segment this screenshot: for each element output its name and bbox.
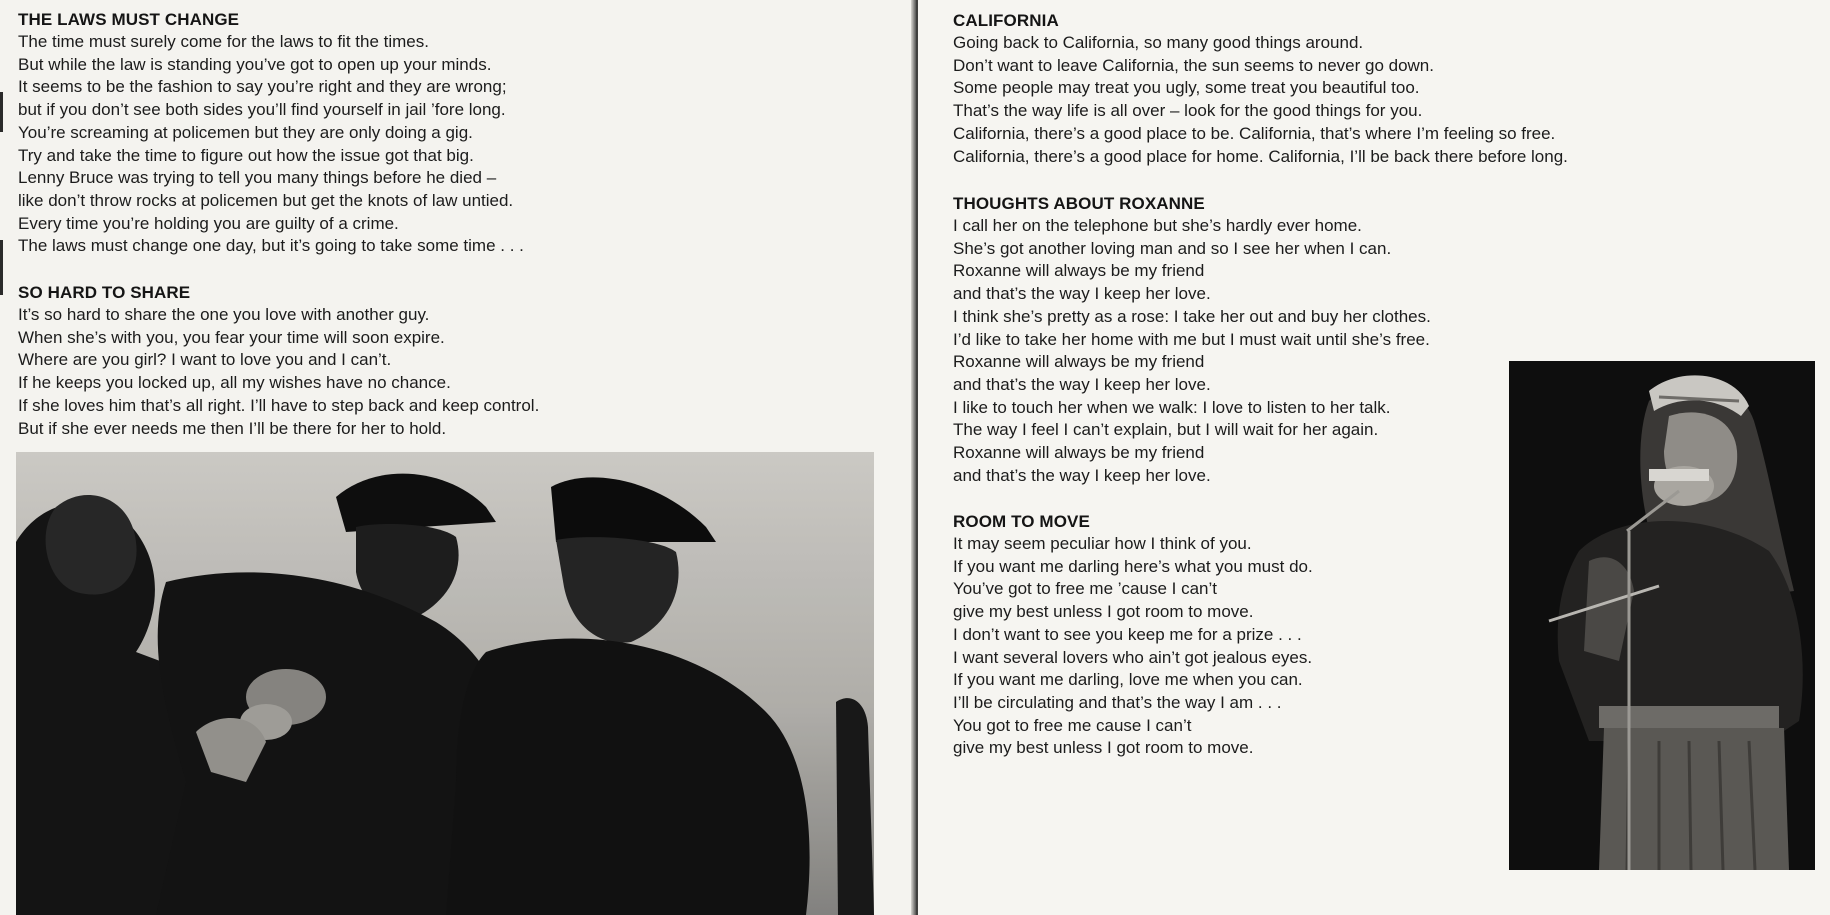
lyric-line: I don’t want to see you keep me for a prize . . . [953,624,1302,644]
lyric-line: You got to free me cause I can’t [953,715,1192,735]
section-title: SO HARD TO SHARE [18,283,191,302]
harmonica-photo-illustration [1509,361,1815,870]
lyric-line: Don’t want to leave California, the sun seems to never go down. [953,55,1434,75]
lyric-line: Roxanne will always be my friend [953,352,1205,372]
lyric-line: Some people may treat you ugly, some treat you beautiful too. [953,78,1420,98]
lyric-line: When she’s with you, you fear your time will soon expire. [18,327,445,347]
lyric-line: I’d like to take her home with me but I must wait until she’s free. [953,329,1430,349]
lyric-line: That’s the way life is all over – look for the good things for you. [953,101,1423,121]
lyric-line: I like to touch her when we walk: I love to listen to her talk. [953,397,1391,417]
page-edge-mark [0,92,3,132]
lyric-line: California, there’s a good place to be. California, that’s where I’m feeling so free. [953,123,1556,143]
lyric-line: It’s so hard to share the one you love with another guy. [18,305,430,324]
police-scuffle-photo [16,452,874,915]
section-thoughts-about-roxanne [953,193,1431,487]
lyric-line: If you want me darling here’s what you must do. [953,556,1313,576]
lyric-line: The laws must change one day, but it’s going to take some time . . . [18,236,524,256]
lyric-line: and that’s the way I keep her love. [953,284,1211,304]
section-title: ROOM TO MOVE [953,512,1090,531]
lyric-line: I’ll be circulating and that’s the way I am . . . [953,692,1282,712]
lyric-line: The time must surely come for the laws to fit the times. [18,32,429,51]
lyric-line: Going back to California, so many good things around. [953,33,1364,52]
lyric-line: but if you don’t see both sides you’ll find yourself in jail ’fore long. [18,100,506,120]
lyric-line: If she loves him that’s all right. I’ll have to step back and keep control. [18,395,540,415]
lyric-line: give my best unless I got room to move. [953,602,1254,622]
lyric-line: It may seem peculiar how I think of you. [953,534,1252,553]
lyric-line: You’ve got to free me ’cause I can’t [953,579,1217,599]
lyrics-lines [18,304,539,440]
lyric-line: But if she ever needs me then I’ll be there for her to hold. [18,418,447,438]
lyric-line: Lenny Bruce was trying to tell you many things before he died – [18,168,497,188]
section-title: THE LAWS MUST CHANGE [18,10,240,29]
section-so-hard-to-share [18,282,539,440]
lyric-line: California, there’s a good place for home. California, I’ll be back there before long. [953,146,1568,166]
lyric-line: It seems to be the fashion to say you’re right and they are wrong; [18,77,507,97]
lyric-line: Roxanne will always be my friend [953,443,1205,463]
harmonica-player-photo [1509,361,1815,870]
lyrics-lines [953,215,1431,487]
lyric-line: If he keeps you locked up, all my wishes have no chance. [18,373,451,393]
lyric-line: The way I feel I can’t explain, but I will wait for her again. [953,420,1379,440]
section-title: THOUGHTS ABOUT ROXANNE [953,194,1205,213]
lyrics-lines [953,533,1313,760]
lyric-line: like don’t throw rocks at policemen but get the knots of law untied. [18,190,514,210]
lyric-line: give my best unless I got room to move. [953,738,1254,758]
lyric-line: You’re screaming at policemen but they are only doing a gig. [18,122,473,142]
lyric-line: Every time you’re holding you are guilty of a crime. [18,213,399,233]
lyrics-lines [18,31,524,258]
section-california [953,10,1568,168]
section-title: CALIFORNIA [953,11,1059,30]
lyric-line: If you want me darling, love me when you can. [953,670,1303,690]
page-edge-mark [0,240,3,295]
lyric-line: I think she’s pretty as a rose: I take her out and buy her clothes. [953,306,1431,326]
lyric-line: Try and take the time to figure out how the issue got that big. [18,145,474,165]
section-the-laws-must-change [18,9,524,258]
lyrics-lines [953,32,1568,168]
lyric-line: and that’s the way I keep her love. [953,374,1211,394]
lyric-line: But while the law is standing you’ve got to open up your minds. [18,54,492,74]
lyric-line: Roxanne will always be my friend [953,261,1205,281]
lyric-line: Where are you girl? I want to love you and I can’t. [18,350,392,370]
lyric-line: and that’s the way I keep her love. [953,465,1211,485]
section-room-to-move [953,511,1313,760]
lyric-line: I want several lovers who ain’t got jealous eyes. [953,647,1313,667]
lyric-line: I call her on the telephone but she’s hardly ever home. [953,216,1362,235]
police-photo-illustration [16,452,874,915]
lyric-line: She’s got another loving man and so I see her when I can. [953,238,1392,258]
